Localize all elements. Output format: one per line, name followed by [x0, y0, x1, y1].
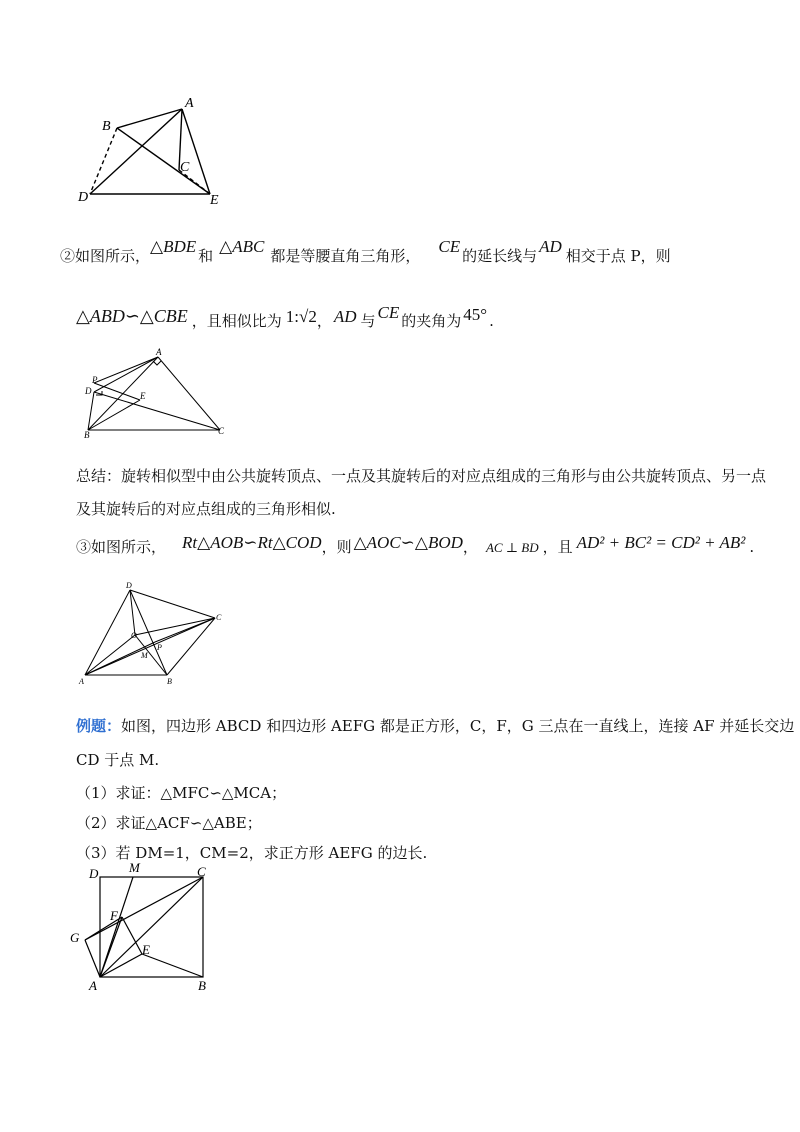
- fig1-label-a: A: [185, 96, 194, 111]
- para2-text3: 相交于点 P，则: [565, 247, 671, 265]
- para2-and: 和: [198, 247, 214, 265]
- fig4-label-m: M: [129, 860, 140, 875]
- ratio: 1:√2: [285, 307, 317, 326]
- para3-text3: ，且: [542, 538, 573, 556]
- rt-similarity: Rt△AOB∽Rt△COD: [182, 533, 322, 552]
- figure-3: [75, 580, 225, 690]
- para2-line1: [60, 237, 671, 266]
- segment-ad: AD: [539, 237, 562, 256]
- example-label: 例题：: [76, 717, 122, 735]
- para3-text1: ，则: [321, 538, 352, 556]
- para2-text2: 的延长线与: [462, 247, 538, 265]
- triangle-bde: △BDE: [150, 237, 197, 256]
- fig2-label-b: B: [84, 430, 90, 440]
- fig4-label-a: A: [89, 978, 97, 993]
- para3-line: [76, 533, 755, 558]
- equation: AD² + BC² = CD² + AB²: [576, 533, 746, 552]
- example-text1: 如图，四边形 ABCD 和四边形 AEFG 都是正方形，C，F，G 三点在一直线上，连接 AF 并延长交边: [121, 717, 795, 735]
- para2-text4: ，且相似比为: [191, 312, 282, 330]
- similarity-aoc-bod: △AOC∽△BOD: [353, 533, 463, 552]
- para2-end: .: [489, 312, 494, 330]
- example-line1: [76, 716, 794, 736]
- fig2-label-p: P: [92, 375, 98, 385]
- question-1: （1）求证：△MFC∽△MCA；: [76, 784, 287, 802]
- para3-num: ③如图所示，: [76, 538, 167, 556]
- fig3-label-d: D: [126, 581, 132, 590]
- para2-text6: 的夹角为: [401, 312, 462, 330]
- segment-ad-2: AD: [333, 307, 357, 326]
- perpendicular: AC ⊥ BD: [485, 540, 539, 555]
- fig1-label-e: E: [210, 193, 219, 208]
- figure-2: [80, 345, 230, 440]
- fig3-label-a: A: [79, 677, 84, 686]
- segment-ce: CE: [438, 237, 461, 256]
- example-line2: CD 于点 M.: [76, 751, 160, 769]
- fig2-label-c: C: [218, 426, 225, 436]
- fig3-label-b: B: [167, 677, 172, 686]
- fig3-label-c: C: [216, 613, 222, 622]
- fig1-label-c: C: [180, 160, 190, 175]
- fig4-label-e: E: [142, 942, 150, 957]
- para2-text1: 都是等腰直角三角形，: [270, 247, 421, 265]
- summary-line1: 总结：旋转相似型中由公共旋转顶点、一点及其旋转后的对应点组成的三角形与由公共旋转顶点、另一点: [76, 467, 767, 485]
- question-3: （3）若 DM=1，CM=2，求正方形 AEFG 的边长.: [76, 844, 428, 862]
- fig2-label-d: D: [85, 386, 92, 396]
- para2-line2: [76, 303, 494, 331]
- segment-ce-2: CE: [377, 303, 400, 322]
- fig2-label-a: A: [156, 347, 162, 357]
- fig4-label-d: D: [89, 866, 99, 881]
- triangle-abc: △ABC: [219, 237, 265, 256]
- fig3-label-p: P: [157, 643, 162, 652]
- fig1-label-d: D: [78, 190, 89, 205]
- para3-text2: ，: [462, 538, 478, 556]
- fig2-label-e: E: [140, 391, 146, 401]
- fig1-label-b: B: [102, 119, 111, 134]
- summary-line2: 及其旋转后的对应点组成的三角形相似.: [76, 500, 336, 518]
- para3-end: .: [749, 538, 755, 556]
- figure-1: [70, 95, 230, 210]
- fig4-label-b: B: [198, 978, 206, 993]
- para2-text5: ，: [316, 312, 332, 330]
- figure-4: [65, 860, 225, 995]
- fig3-label-m: M: [141, 651, 148, 660]
- fig4-label-f: F: [110, 908, 118, 923]
- question-2: （2）求证△ACF∽△ABE；: [76, 814, 262, 832]
- similarity-abd-cbe: △ABD∽△CBE: [76, 306, 188, 326]
- fig4-label-g: G: [70, 930, 80, 945]
- angle-value: 45°: [463, 305, 488, 324]
- para2-yu: 与: [360, 312, 376, 330]
- fig4-label-c: C: [197, 864, 206, 879]
- para2-num: ②如图所示，: [60, 247, 151, 265]
- fig3-label-o: O: [131, 631, 137, 640]
